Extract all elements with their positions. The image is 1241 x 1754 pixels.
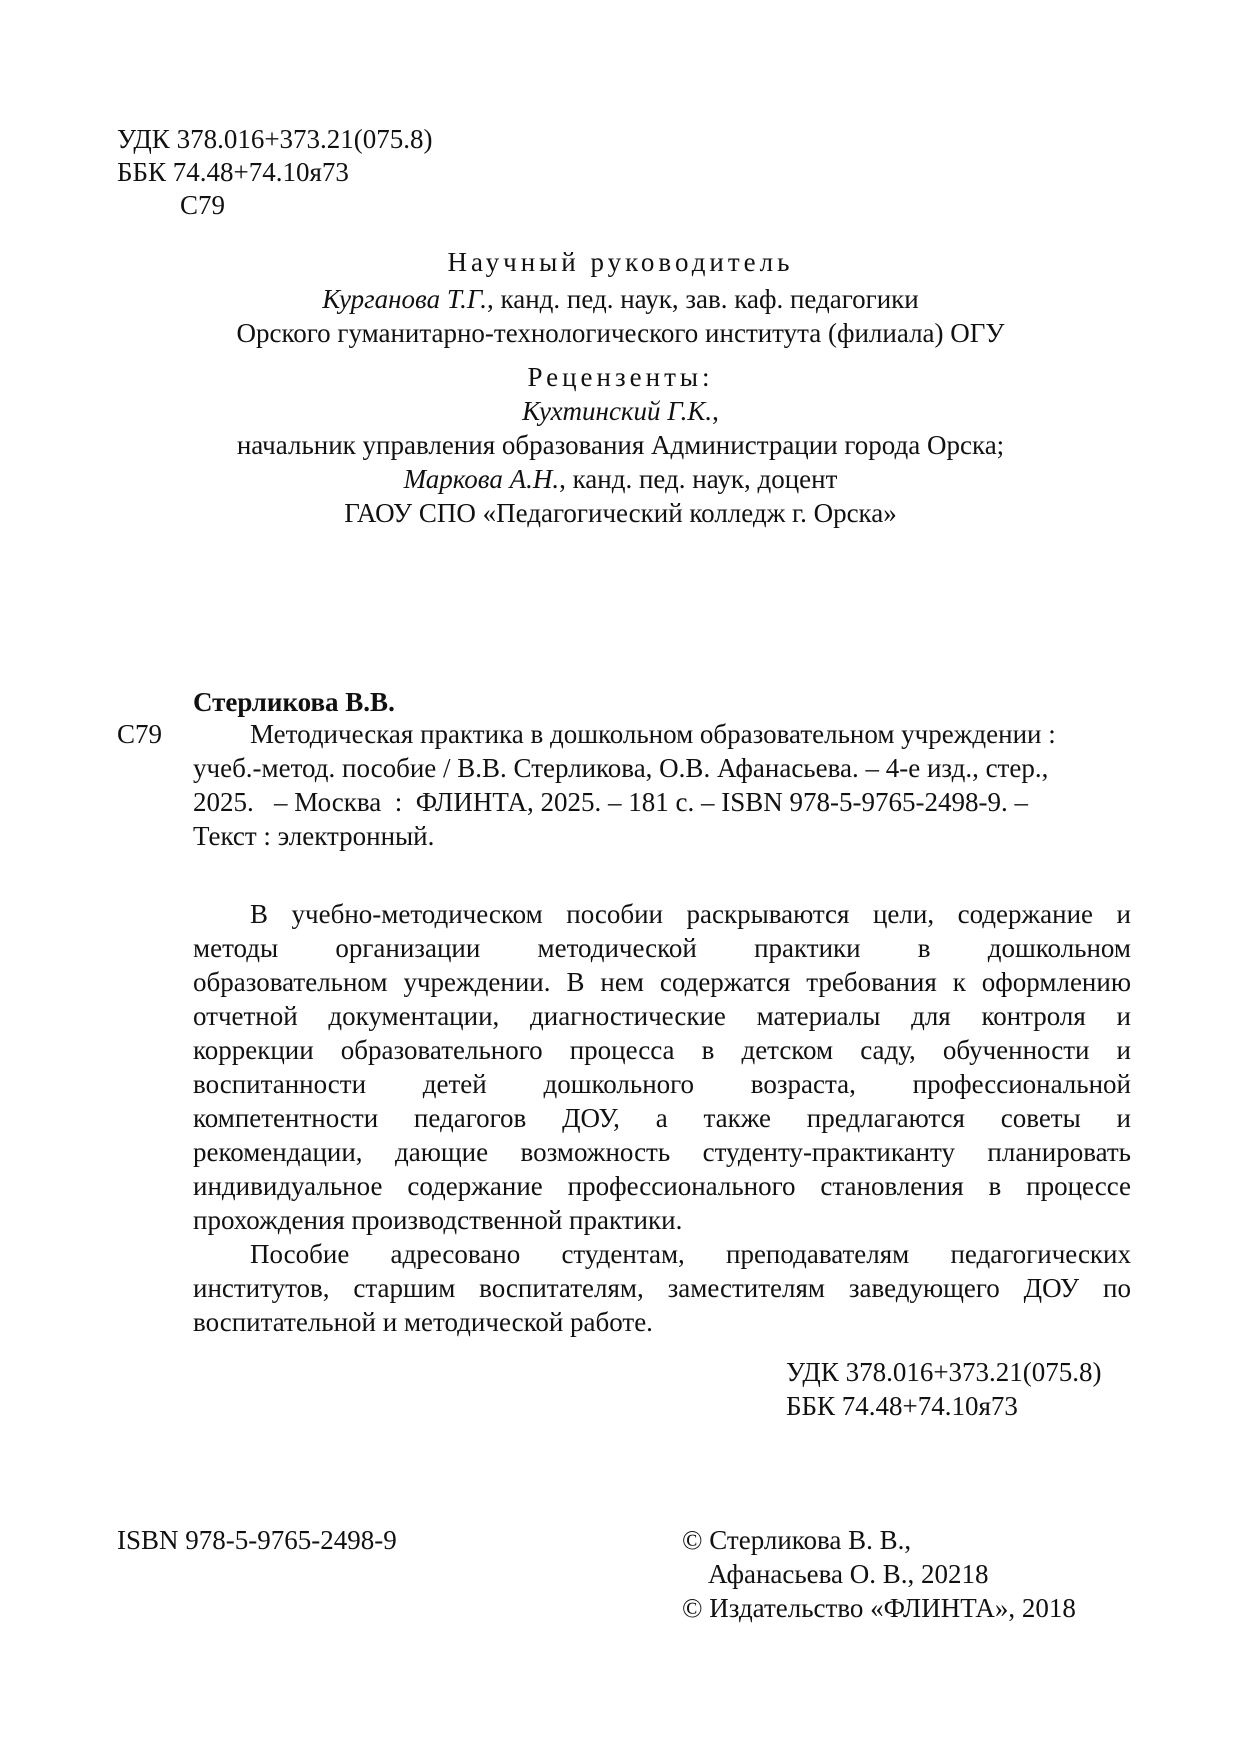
reviewer2-line: [0, 462, 1241, 496]
bibliographic-line: 2025. – Москва : ФЛИНТА, 2025. – 181 с. – ISBN 978-5-9765-2498-9. –: [193, 787, 1028, 817]
reviewer1-name: Кухтинский Г.К.: [522, 396, 713, 426]
annotation-line: индивидуальное содержание профессионального становления в процессе: [193, 1171, 1131, 1201]
bibliographic-code: С79: [117, 719, 163, 749]
annotation-line: институтов, старшим воспитателям, заместителям заведующего ДОУ по: [193, 1273, 1131, 1303]
annotation-line: рекомендации, дающие возможность студенту-практиканту планировать: [193, 1137, 1131, 1167]
reviewer1-position: начальник управления образования Администрации города Орска;: [236, 430, 1005, 460]
reviewer2-name: Маркова А.Н.: [403, 464, 560, 494]
author-heading: Стерликова В.В.: [193, 687, 395, 717]
copyright-line: © Издательство «ФЛИНТА», 2018: [682, 1593, 1076, 1623]
annotation-line: воспитательной и методической работе.: [193, 1307, 653, 1337]
annotation-line: методы организации методической практики в дошкольном: [193, 933, 1131, 963]
supervisor-institution: Орского гуманитарно-технологического института (филиала) ОГУ: [236, 318, 1005, 348]
reviewer2-credentials: , канд. пед. наук, доцент: [559, 464, 838, 494]
supervisor-heading: Научный руководитель: [447, 247, 794, 277]
supervisor-name: Курганова Т.Г.: [322, 284, 487, 314]
author-mark: С79: [180, 190, 226, 220]
annotation-line: компетентности педагогов ДОУ, а также предлагаются советы и: [193, 1103, 1131, 1133]
annotation-line: В учебно-методическом пособии раскрываются цели, содержание и: [250, 899, 1131, 929]
annotation-line: отчетной документации, диагностические материалы для контроля и: [193, 1001, 1131, 1031]
annotation-line: Пособие адресовано студентам, преподавателям педагогических: [250, 1239, 1131, 1269]
annotation-line: образовательном учреждении. В нем содержатся требования к оформлению: [193, 967, 1131, 997]
annotation-line: воспитанности детей дошкольного возраста, профессиональной: [193, 1069, 1131, 1099]
reviewers-heading: Рецензенты:: [527, 362, 714, 392]
bibliographic-line: Текст : электронный.: [193, 821, 435, 851]
footer-udk-index: УДК 378.016+373.21(075.8): [786, 1357, 1102, 1387]
copyright-line: Афанасьева О. В., 20218: [708, 1559, 989, 1589]
annotation-line: коррекции образовательного процесса в детском саду, обученности и: [193, 1035, 1131, 1065]
bibliographic-line: учеб.-метод. пособие / В.В. Стерликова, О.В. Афанасьева. – 4-е изд., стер.,: [193, 753, 1049, 783]
udk-index: УДК 378.016+373.21(075.8): [117, 124, 433, 154]
supervisor-credentials: , канд. пед. наук, зав. каф. педагогики: [487, 284, 919, 314]
copyright-line: © Стерликова В. В.,: [682, 1525, 912, 1555]
isbn: ISBN 978-5-9765-2498-9: [117, 1525, 397, 1555]
bbk-index: ББК 74.48+74.10я73: [117, 157, 349, 187]
bibliographic-line: Методическая практика в дошкольном образовательном учреждении :: [250, 719, 1056, 749]
reviewer1-suffix: ,: [712, 396, 719, 426]
reviewer1-line: [0, 394, 1241, 428]
annotation-line: прохождения производственной практики.: [193, 1205, 683, 1235]
footer-bbk-index: ББК 74.48+74.10я73: [786, 1391, 1018, 1421]
supervisor-line: [0, 282, 1241, 316]
reviewer2-institution: ГАОУ СПО «Педагогический колледж г. Орска»: [344, 498, 897, 528]
